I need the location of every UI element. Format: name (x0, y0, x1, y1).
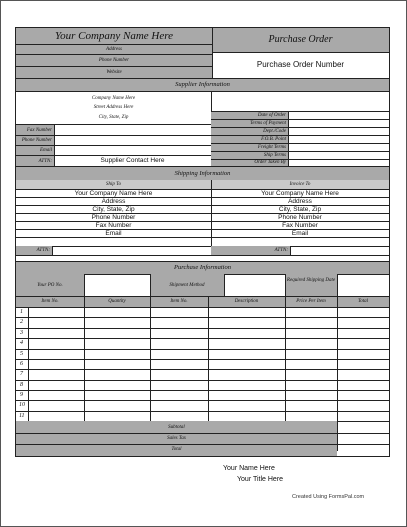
supplier-phone-label: Phone Number (21, 138, 52, 143)
ship-to-attn-label: ATTN: (36, 248, 50, 253)
invoice-to-phone: Phone Number (278, 214, 322, 221)
col-quantity: Quantity (108, 299, 126, 304)
supplier-city: City, State, Zip (98, 115, 129, 120)
signer-title: Your Title Here (237, 476, 284, 483)
supplier-section-title: Supplier Information (175, 81, 230, 88)
invoice-to-fax: Fax Number (282, 222, 318, 229)
row-number: 6 (20, 361, 23, 367)
row-number: 8 (20, 382, 23, 388)
ship-to-phone: Phone Number (91, 214, 136, 221)
ship-to-label: Ship To (106, 182, 121, 187)
row-number: 10 (19, 402, 25, 408)
col-item-no-2: Item No. (170, 299, 188, 304)
row-number: 5 (20, 351, 23, 357)
total-label: Total (171, 447, 182, 452)
supplier-street: Street Address Here (93, 105, 134, 110)
supplier-attn-label: ATTN: (38, 159, 52, 164)
invoice-to-attn-label: ATTN: (274, 248, 288, 253)
signer-name: Your Name Here (223, 465, 275, 472)
invoice-to-label: Invoice To (289, 182, 311, 187)
po-number-label: Purchase Order Number (256, 60, 345, 69)
fob-point-label: F.O.B. Point (261, 137, 286, 142)
ship-to-fax: Fax Number (95, 222, 132, 229)
freight-terms-label: Freight Terms (257, 145, 286, 150)
supplier-company: Company Name Here (91, 96, 136, 101)
col-item-no: Item No. (41, 299, 59, 304)
date-of-order-label: Date of Order (257, 113, 286, 118)
supplier-fax-label: Fax Number (26, 128, 52, 133)
terms-of-payment-label: Terms of Payment (250, 121, 286, 126)
order-taken-by-label: Order Taken By (254, 160, 286, 165)
ship-to-email: Email (105, 230, 122, 237)
row-number: 9 (20, 392, 23, 398)
invoice-to-company: Your Company Name Here (261, 190, 339, 197)
formspal-credit: Created Using FormsPal.com (292, 494, 365, 500)
invoice-to-city: City, State, Zip (278, 206, 322, 213)
row-number: 11 (19, 413, 25, 419)
your-po-label: Your PO No. (37, 283, 63, 288)
col-description: Description (234, 299, 259, 304)
purchase-order-form (15, 27, 390, 457)
sales-tax-label: Sales Tax (167, 436, 186, 441)
dept-code-label: Dept./Code (263, 129, 286, 134)
invoice-to-address: Address (288, 198, 312, 205)
ship-to-address: Address (101, 198, 126, 205)
company-phone: Phone Number (98, 58, 130, 63)
supplier-contact: Supplier Contact Here (100, 157, 165, 164)
col-price-per-item: Price Per Item (296, 299, 326, 304)
ship-to-city: City, State, Zip (92, 206, 135, 213)
row-number: 2 (20, 319, 23, 325)
shipping-section-title: Shipping Information (174, 170, 231, 177)
row-number: 7 (20, 371, 23, 377)
company-website: Website (106, 70, 122, 75)
purchase-section-title: Purchase Information (174, 264, 231, 271)
document-title: Purchase Order (268, 34, 333, 45)
col-total: Total (357, 299, 369, 304)
company-name: Your Company Name Here (54, 30, 174, 42)
required-date-label: Required Shipping Date (286, 278, 336, 283)
ship-terms-label: Ship Terms (263, 153, 286, 158)
ship-to-company: Your Company Name Here (74, 190, 153, 197)
row-number: 4 (20, 340, 23, 346)
row-number: 1 (20, 309, 23, 315)
supplier-email-label: Email (40, 148, 52, 153)
shipment-method-label: Shipment Method (169, 283, 205, 288)
subtotal-label: Subtotal (168, 425, 185, 430)
row-number: 3 (20, 330, 23, 336)
invoice-to-email: Email (291, 230, 309, 237)
company-address: Address (106, 47, 122, 52)
